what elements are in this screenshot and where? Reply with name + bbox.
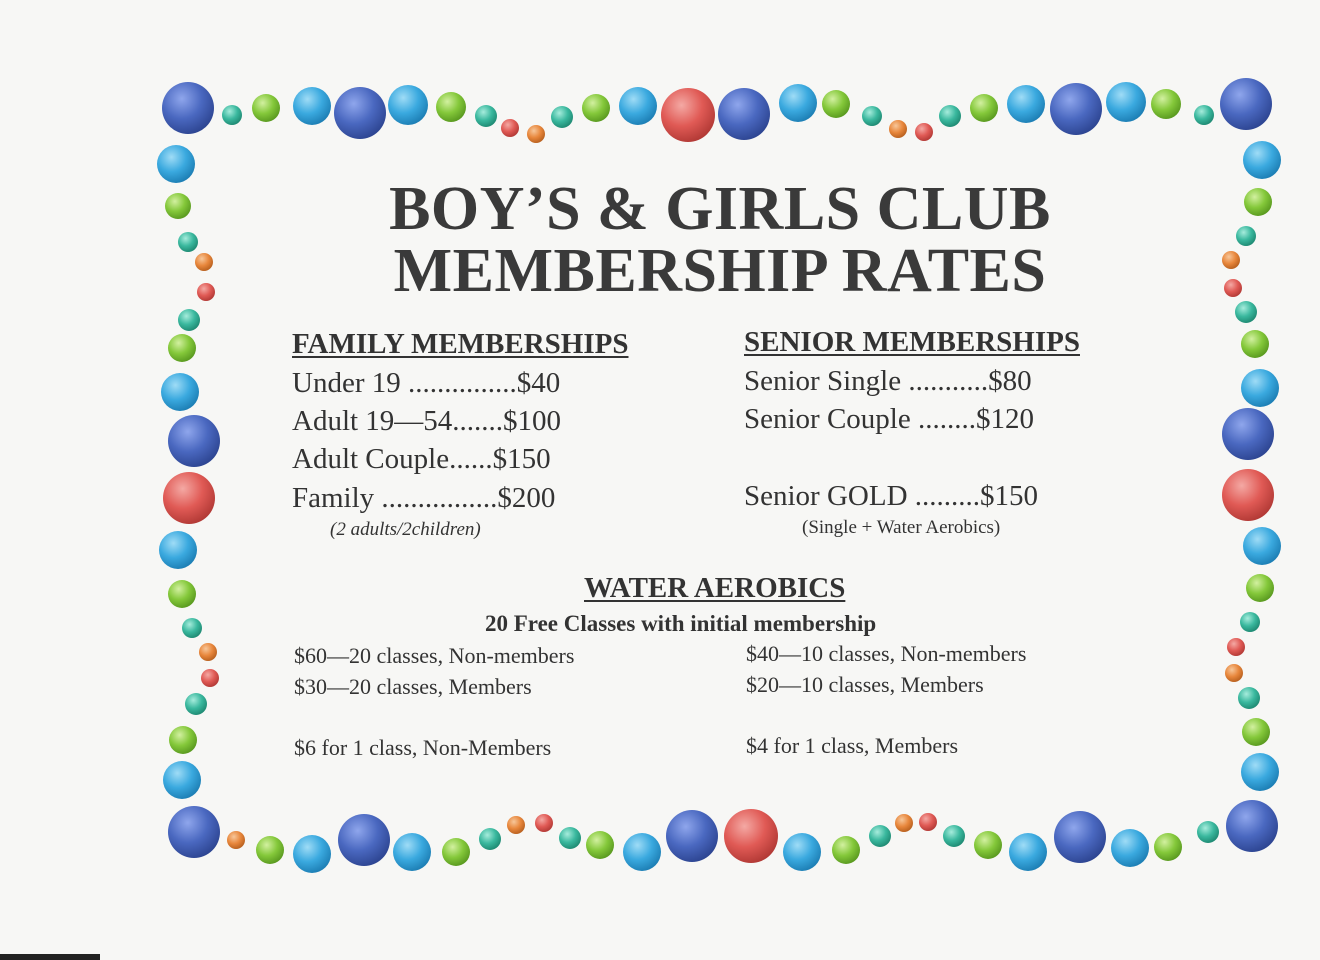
red-bubble: [1222, 469, 1274, 521]
blue-bubble: [162, 82, 214, 134]
sky-bubble: [393, 833, 431, 871]
water-right-3: $4 for 1 class, Members: [746, 733, 959, 758]
green-bubble: [169, 726, 197, 754]
red-bubble: [163, 472, 215, 524]
teal-bubble: [551, 106, 573, 128]
sky-bubble: [293, 835, 331, 873]
green-bubble: [252, 94, 280, 122]
orange-bubble: [507, 816, 525, 834]
blue-bubble: [1226, 800, 1278, 852]
sky-bubble: [1243, 527, 1281, 565]
orange-bubble: [1225, 664, 1243, 682]
orange-bubble: [199, 643, 217, 661]
blue-bubble: [168, 806, 220, 858]
red-bubble: [661, 88, 715, 142]
blue-bubble: [168, 415, 220, 467]
water-right-2: $20—10 classes, Members: [746, 672, 984, 697]
green-bubble: [442, 838, 470, 866]
scan-edge-mark: [0, 954, 100, 960]
senior-note: (Single + Water Aerobics): [802, 517, 1001, 538]
teal-bubble: [222, 105, 242, 125]
orange-bubble: [889, 120, 907, 138]
sky-bubble: [1009, 833, 1047, 871]
teal-bubble: [943, 825, 965, 847]
senior-heading: SENIOR MEMBERSHIPS: [744, 326, 1080, 358]
green-bubble: [1241, 330, 1269, 358]
green-bubble: [436, 92, 466, 122]
sky-bubble: [623, 833, 661, 871]
red-bubble: [501, 119, 519, 137]
green-bubble: [1242, 718, 1270, 746]
sky-bubble: [163, 761, 201, 799]
sky-bubble: [388, 85, 428, 125]
sky-bubble: [1111, 829, 1149, 867]
red-bubble: [915, 123, 933, 141]
green-bubble: [582, 94, 610, 122]
sky-bubble: [159, 531, 197, 569]
blue-bubble: [1220, 78, 1272, 130]
water-left-2: $30—20 classes, Members: [294, 674, 532, 699]
teal-bubble: [182, 618, 202, 638]
blue-bubble: [718, 88, 770, 140]
blue-bubble: [338, 814, 390, 866]
green-bubble: [1246, 574, 1274, 602]
red-bubble: [201, 669, 219, 687]
orange-bubble: [527, 125, 545, 143]
water-subheading: 20 Free Classes with initial membership: [485, 611, 877, 636]
family-heading: FAMILY MEMBERSHIPS: [292, 328, 629, 360]
red-bubble: [1227, 638, 1245, 656]
green-bubble: [256, 836, 284, 864]
family-note: (2 adults/2children): [330, 519, 481, 540]
green-bubble: [832, 836, 860, 864]
orange-bubble: [895, 814, 913, 832]
green-bubble: [974, 831, 1002, 859]
family-rate-adult-couple: Adult Couple......$150: [292, 443, 551, 475]
sky-bubble: [619, 87, 657, 125]
sky-bubble: [1106, 82, 1146, 122]
sky-bubble: [779, 84, 817, 122]
water-left-1: $60—20 classes, Non-members: [294, 643, 575, 668]
teal-bubble: [559, 827, 581, 849]
senior-rate-gold: Senior GOLD .........$150: [744, 480, 1039, 512]
blue-bubble: [1222, 408, 1274, 460]
green-bubble: [168, 580, 196, 608]
teal-bubble: [1194, 105, 1214, 125]
red-bubble: [919, 813, 937, 831]
teal-bubble: [869, 825, 891, 847]
teal-bubble: [862, 106, 882, 126]
teal-bubble: [185, 693, 207, 715]
family-rate-under-19: Under 19 ...............$40: [292, 367, 561, 399]
teal-bubble: [479, 828, 501, 850]
red-bubble: [724, 809, 778, 863]
family-rate-adult: Adult 19—54.......$100: [292, 405, 562, 437]
teal-bubble: [1197, 821, 1219, 843]
sky-bubble: [783, 833, 821, 871]
green-bubble: [1154, 833, 1182, 861]
teal-bubble: [939, 105, 961, 127]
orange-bubble: [227, 831, 245, 849]
teal-bubble: [1238, 687, 1260, 709]
senior-rate-couple: Senior Couple ........$120: [744, 403, 1034, 435]
title-line-2: MEMBERSHIP RATES: [393, 237, 1047, 305]
water-right-1: $40—10 classes, Non-members: [746, 641, 1027, 666]
sky-bubble: [293, 87, 331, 125]
sky-bubble: [1007, 85, 1045, 123]
green-bubble: [1151, 89, 1181, 119]
green-bubble: [970, 94, 998, 122]
title-line-1: BOY’S & GIRLS CLUB: [389, 175, 1051, 243]
sky-bubble: [1241, 753, 1279, 791]
senior-rate-single: Senior Single ...........$80: [744, 365, 1032, 397]
teal-bubble: [178, 309, 200, 331]
green-bubble: [586, 831, 614, 859]
blue-bubble: [666, 810, 718, 862]
blue-bubble: [334, 87, 386, 139]
teal-bubble: [475, 105, 497, 127]
water-heading: WATER AEROBICS: [584, 572, 846, 604]
sky-bubble: [161, 373, 199, 411]
teal-bubble: [1240, 612, 1260, 632]
sky-bubble: [1241, 369, 1279, 407]
green-bubble: [168, 334, 196, 362]
red-bubble: [535, 814, 553, 832]
green-bubble: [822, 90, 850, 118]
family-rate-family: Family ................$200: [292, 482, 556, 514]
water-left-3: $6 for 1 class, Non-Members: [294, 735, 552, 760]
blue-bubble: [1050, 83, 1102, 135]
blue-bubble: [1054, 811, 1106, 863]
